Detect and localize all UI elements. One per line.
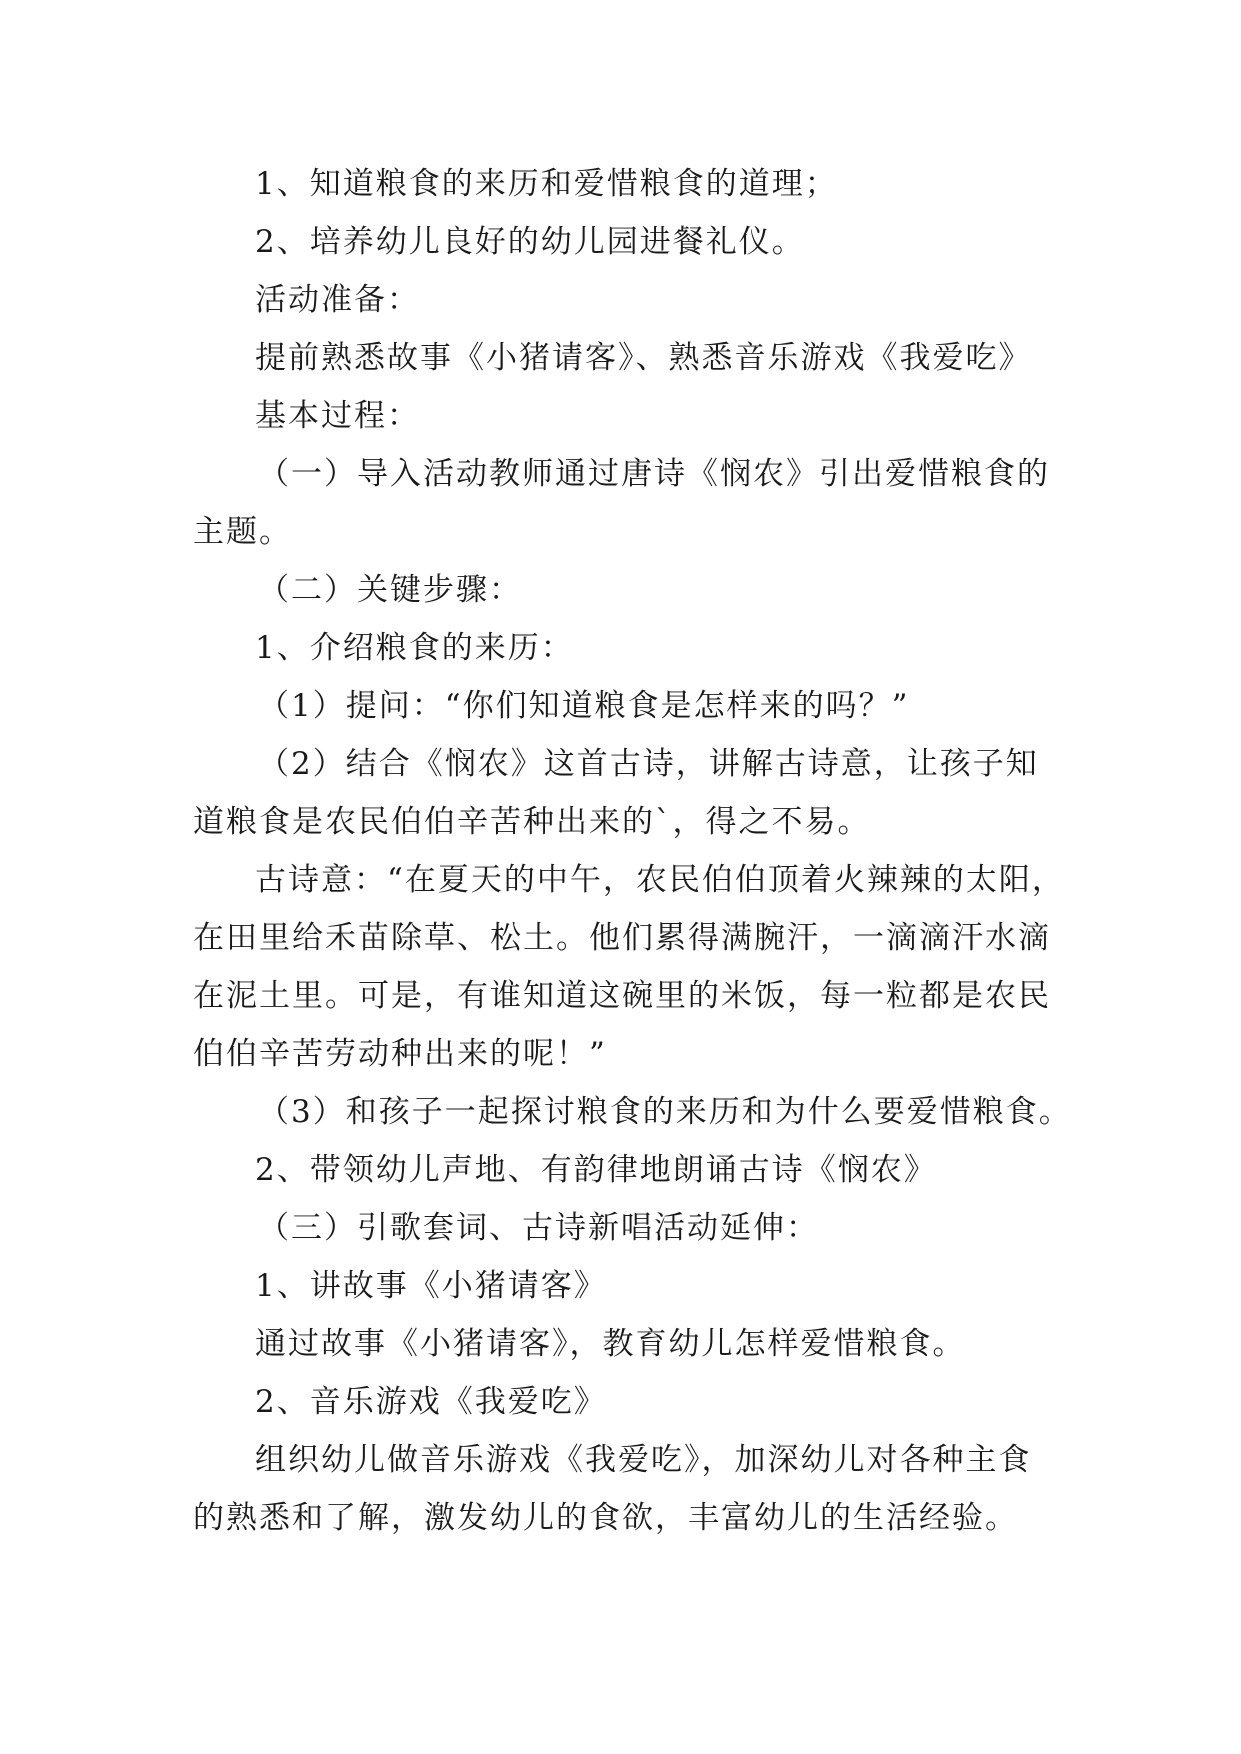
objective-2: 2、培养幼儿良好的幼儿园进餐礼仪。 xyxy=(255,224,805,260)
key-step-1-question: （1）提问：“你们知道粮食是怎样来的吗？” xyxy=(258,688,910,724)
extension-2-heading: 2、音乐游戏《我爱吃》 xyxy=(255,1384,607,1420)
extension-heading: （三）引歌套词、古诗新唱活动延伸： xyxy=(258,1210,819,1246)
extension-1-heading: 1、讲故事《小猪请客》 xyxy=(255,1268,607,1304)
extension-2-text-line-2: 的熟悉和了解，激发幼儿的食欲，丰富幼儿的生活经验。 xyxy=(193,1500,1018,1536)
section-heading-preparation: 活动准备： xyxy=(255,282,420,318)
poem-meaning-line-4: 伯伯辛苦劳动种出来的呢！” xyxy=(193,1036,607,1072)
extension-1-text: 通过故事《小猪请客》，教育幼儿怎样爱惜粮食。 xyxy=(255,1326,966,1362)
key-step-1-discussion: （3）和孩子一起探讨粮食的来历和为什么要爱惜粮食。 xyxy=(258,1094,1072,1130)
poem-meaning-line-2: 在田里给禾苗除草、松土。他们累得满腕汗，一滴滴汗水滴 xyxy=(193,920,1051,956)
poem-meaning-line-1: 古诗意：“在夏天的中午，农民伯伯顶着火辣辣的太阳， xyxy=(255,862,1065,898)
poem-meaning-line-3: 在泥土里。可是，有谁知道这碗里的米饭，每一粒都是农民 xyxy=(193,978,1051,1014)
section-heading-process: 基本过程： xyxy=(255,398,420,434)
step-intro-line-2: 主题。 xyxy=(193,514,292,550)
key-step-1-heading: 1、介绍粮食的来历： xyxy=(255,630,574,666)
key-steps-heading: （二）关键步骤： xyxy=(258,572,522,608)
key-step-2-recite: 2、带领幼儿声地、有韵律地朗诵古诗《悯农》 xyxy=(255,1152,937,1188)
key-step-1-poem-line-1: （2）结合《悯农》这首古诗，讲解古诗意，让孩子知 xyxy=(258,746,1039,782)
objective-1: 1、知道粮食的来历和爱惜粮食的道理； xyxy=(255,166,838,202)
preparation-text: 提前熟悉故事《小猪请客》、熟悉音乐游戏《我爱吃》 xyxy=(255,340,1032,376)
step-intro-line-1: （一）导入活动教师通过唐诗《悯农》引出爱惜粮食的 xyxy=(258,456,1050,492)
key-step-1-poem-line-2: 道粮食是农民伯伯辛苦种出来的`，得之不易。 xyxy=(193,804,871,840)
extension-2-text-line-1: 组织幼儿做音乐游戏《我爱吃》，加深幼儿对各种主食 xyxy=(255,1442,1032,1478)
